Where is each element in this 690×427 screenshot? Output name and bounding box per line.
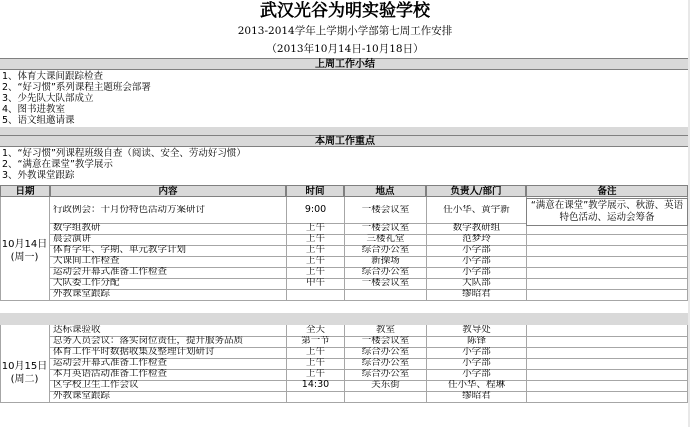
cell-content[interactable]: 行政例会：十月份特色活动方案研讨 (53, 204, 206, 215)
cell-time[interactable]: 上午 (305, 245, 325, 255)
this-week-item: 3、外教课堂跟踪 (2, 170, 75, 181)
cell-content[interactable]: 总务人员会议：落实岗位责任，提升服务品质 (53, 336, 244, 346)
cell-place[interactable] (347, 289, 424, 300)
cell-content[interactable]: 运动会开幕式准备工作检查 (53, 267, 168, 277)
cell-owner[interactable]: 任小华、程琳 (447, 380, 505, 390)
column-gridline (286, 325, 287, 402)
cell-content[interactable]: 运动会开幕式准备工作检查 (53, 358, 168, 368)
block-bottom-line (0, 300, 688, 301)
cell-owner[interactable]: 数学教研组 (452, 223, 501, 233)
cell-place[interactable]: 综合办公室 (361, 347, 410, 357)
cell-time[interactable]: 上午 (305, 347, 325, 357)
cell-content[interactable]: 本月英语活动准备工作检查 (53, 369, 168, 379)
cell-time[interactable]: 9:00 (304, 204, 327, 215)
cell-owner[interactable]: 大队部 (462, 278, 491, 288)
last-week-item: 5、语文组邀请课 (2, 115, 75, 126)
cell-owner[interactable]: 任小华、黄宇新 (443, 204, 510, 215)
cell-content[interactable]: 晨会演讲 (53, 234, 92, 244)
cell-content[interactable]: 外教课堂跟踪 (53, 289, 111, 299)
cell-place[interactable]: 一楼会议室 (361, 278, 410, 288)
column-gridline (286, 197, 287, 300)
col-header-time[interactable]: 时间 (286, 185, 344, 197)
cell-time[interactable]: 上午 (305, 358, 325, 368)
cell-place[interactable]: 综合办公室 (361, 267, 410, 277)
cell-content[interactable]: 大队委工作分配 (53, 278, 120, 288)
cell-time[interactable]: 上午 (305, 256, 325, 266)
cell-time[interactable] (289, 289, 342, 300)
block-bottom-line (0, 402, 688, 403)
cell-content[interactable]: 区学校卫生工作会议 (53, 380, 139, 390)
cell-time[interactable]: 上午 (305, 234, 325, 244)
col-header-owner[interactable]: 负责人/部门 (426, 185, 526, 197)
cell-time[interactable]: 全天 (305, 325, 325, 335)
page-title: 武汉光谷为明实验学校 (260, 1, 430, 21)
cell-content[interactable]: 大课间工作检查 (53, 256, 120, 266)
cell-owner[interactable]: 缪昭君 (462, 289, 491, 299)
column-gridline (49, 325, 50, 402)
spacer-row (0, 313, 690, 325)
cell-owner[interactable]: 小学部 (462, 358, 491, 368)
cell-content[interactable]: 体育工作平时数据收集及整理计划研讨 (53, 347, 215, 357)
cell-content[interactable]: 达标课验收 (53, 325, 101, 335)
cell-place[interactable]: 一楼会议室 (361, 223, 410, 233)
cell-place[interactable]: 一楼会议室 (361, 336, 410, 346)
this-week-item: 2、“满意在课堂”教学展示 (2, 159, 113, 170)
column-gridline (344, 197, 345, 300)
cell-owner[interactable]: 小学部 (462, 369, 491, 379)
last-week-heading: 上周工作小结 (0, 58, 690, 70)
cell-place[interactable]: 综合办公室 (361, 369, 410, 379)
cell-place[interactable]: 综合办公室 (361, 358, 410, 368)
this-week-heading: 本周工作重点 (0, 135, 690, 147)
day-weekday: (周一) (10, 252, 39, 263)
cell-place[interactable]: 新操场 (371, 256, 400, 266)
cell-place[interactable] (347, 391, 424, 402)
cell-owner[interactable]: 小学部 (462, 245, 491, 255)
spacer-row (0, 127, 690, 135)
cell-owner[interactable]: 小学部 (462, 347, 491, 357)
cell-content[interactable]: 外教课堂跟踪 (53, 391, 111, 401)
cell-content[interactable]: 体育学年、学期、单元教学计划 (53, 245, 187, 255)
cell-time[interactable]: 14:30 (301, 380, 330, 390)
day-date: 10月14日 (1, 239, 48, 250)
cell-owner[interactable]: 陈锋 (466, 336, 486, 346)
cell-place[interactable]: 一楼会议室 (361, 204, 410, 215)
cell-owner[interactable]: 范梦玲 (462, 234, 491, 244)
cell-time[interactable]: 中午 (305, 278, 325, 288)
cell-owner[interactable]: 小学部 (462, 256, 491, 266)
column-gridline (526, 325, 527, 402)
remark-cell-monday[interactable]: “满意在课堂”教学展示、秋游、英语特色活动、运动会筹备 (526, 198, 688, 226)
col-header-content[interactable]: 内容 (50, 185, 286, 197)
cell-place[interactable]: 综合办公室 (361, 245, 410, 255)
cell-time[interactable] (289, 391, 342, 402)
this-week-item: 1、“好习惯”列课程班级自查（阅读、安全、劳动好习惯） (2, 148, 246, 159)
cell-time[interactable]: 第一节 (301, 336, 330, 346)
col-header-place[interactable]: 地点 (344, 185, 426, 197)
cell-time[interactable]: 上午 (305, 369, 325, 379)
last-week-item: 3、少先队大队部成立 (2, 93, 94, 104)
cell-time[interactable]: 上午 (305, 267, 325, 277)
cell-owner[interactable]: 缪昭君 (462, 391, 491, 401)
cell-place[interactable]: 关东街 (371, 380, 400, 390)
col-header-date[interactable]: 日期 (0, 185, 50, 197)
column-gridline (49, 197, 50, 300)
date-range: （2013年10月14日-10月18日） (266, 43, 424, 55)
last-week-item: 1、体育大课间跟踪检查 (2, 71, 104, 82)
cell-place[interactable]: 教室 (375, 325, 395, 335)
last-week-item: 4、图书进教室 (2, 104, 66, 115)
last-week-item: 2、“好习惯”系列课程主题班会部署 (2, 82, 151, 93)
col-header-remark[interactable]: 备注 (526, 185, 688, 197)
cell-owner[interactable]: 教导处 (462, 325, 491, 335)
day-date: 10月15日 (1, 361, 48, 372)
cell-time[interactable]: 上午 (305, 223, 325, 233)
cell-content[interactable]: 数学组教研 (53, 223, 101, 233)
day-weekday: (周二) (10, 374, 39, 385)
column-gridline (344, 325, 345, 402)
column-gridline (426, 197, 427, 300)
page-subtitle: 2013-2014学年上学期小学部第七周工作安排 (237, 25, 453, 37)
cell-place[interactable]: 三楼礼堂 (366, 234, 405, 244)
cell-owner[interactable]: 小学部 (462, 267, 491, 277)
column-gridline (426, 325, 427, 402)
